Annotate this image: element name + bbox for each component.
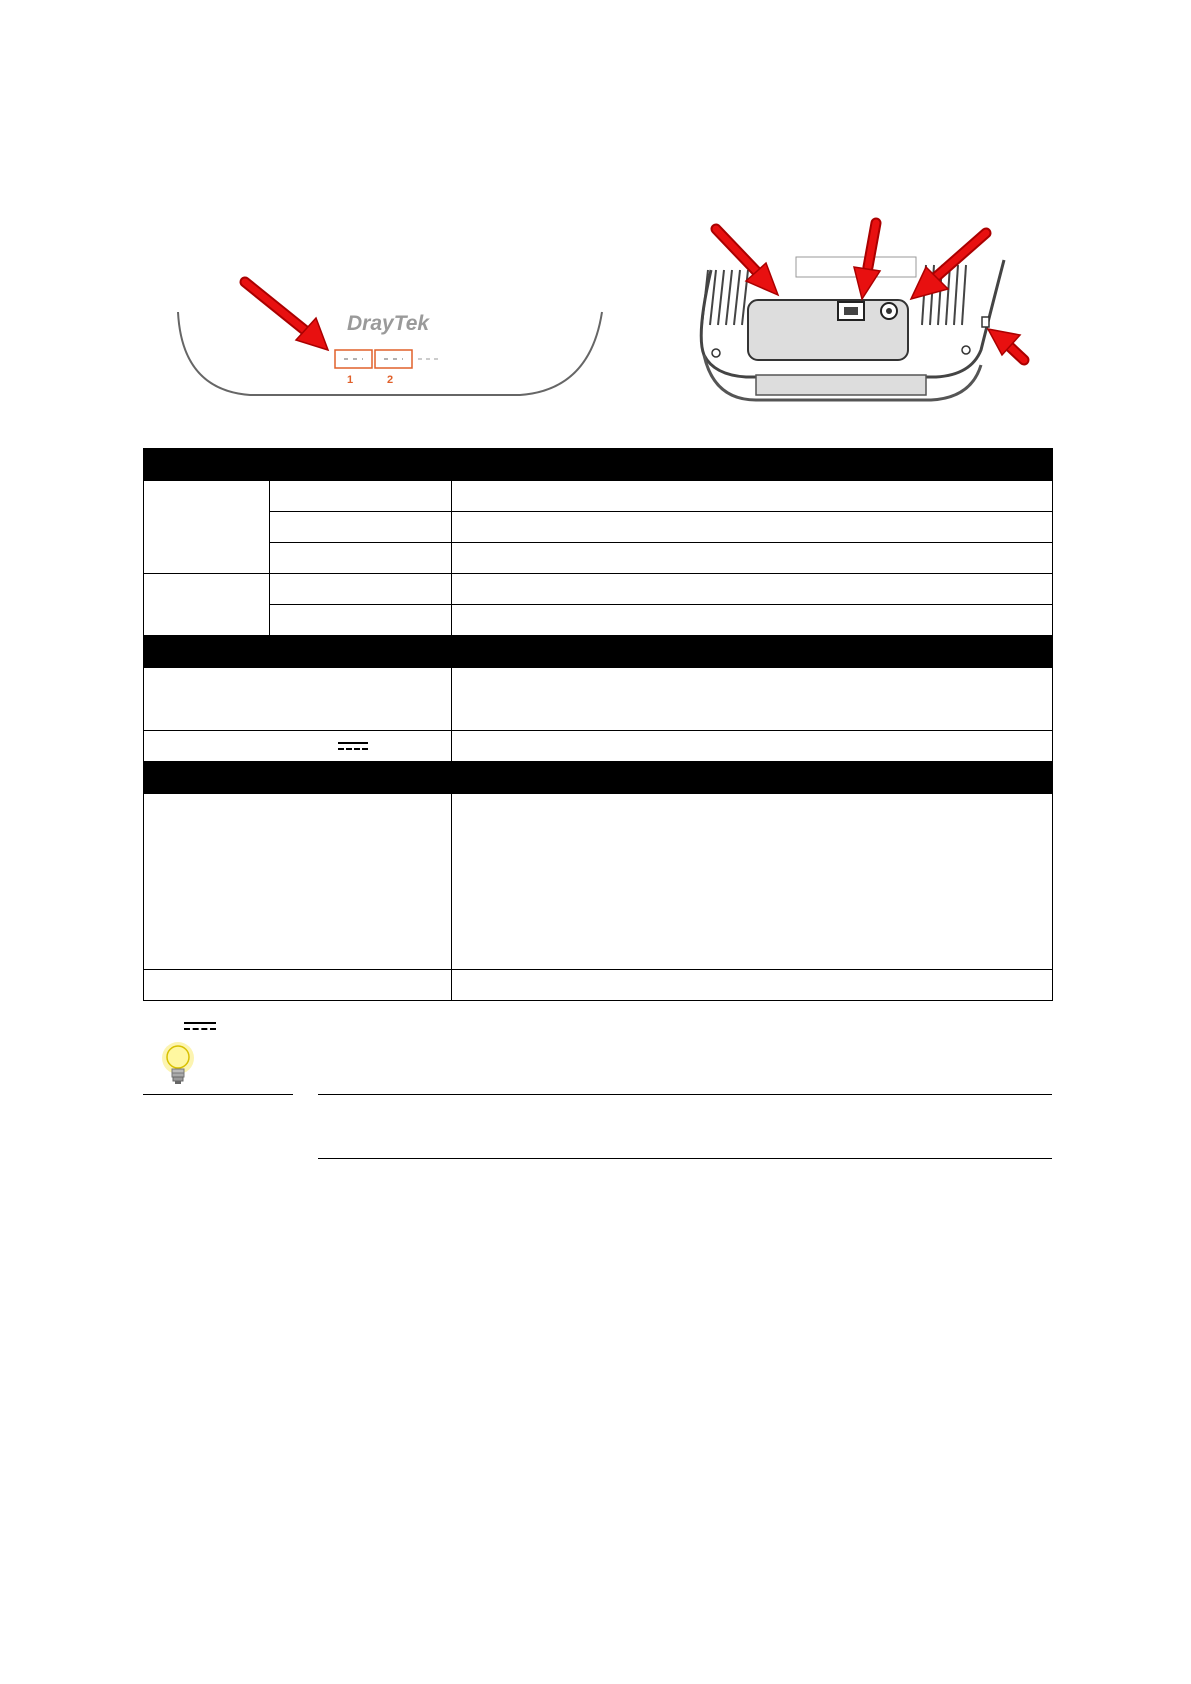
table-row (144, 543, 1053, 574)
red-arrow-icon (854, 223, 880, 299)
table-header-row (144, 449, 1053, 481)
table-row (144, 605, 1053, 636)
brand-logo: DrayTek (347, 312, 430, 335)
table-row (144, 574, 1053, 605)
red-arrow-icon (245, 282, 328, 350)
table-row (144, 794, 1053, 970)
note-divider-bottom (318, 1158, 1052, 1159)
led-description-table (143, 448, 1053, 1001)
table-row (144, 731, 1053, 762)
note-divider-top (318, 1094, 1052, 1095)
note-divider-left (143, 1094, 293, 1095)
led-indicator-1 (335, 350, 372, 386)
screw-hole-right (962, 346, 970, 354)
table-header-row (144, 762, 1053, 794)
table-header-row (144, 636, 1053, 668)
table-row (144, 481, 1053, 512)
led-label-1: 1 (347, 374, 354, 386)
red-arrow-icon (988, 329, 1024, 360)
dc-symbol-icon (338, 742, 368, 750)
led-label-2: 2 (387, 374, 394, 386)
table-row (144, 512, 1053, 543)
table-row (144, 970, 1053, 1001)
red-arrow-icon (911, 233, 986, 299)
rear-panel-illustration (686, 215, 1031, 405)
light-bulb-icon (158, 1040, 198, 1092)
front-panel-illustration (170, 270, 610, 405)
table-row (144, 668, 1053, 731)
dc-symbol-icon (184, 1022, 216, 1030)
led-indicator-2 (375, 350, 412, 386)
screw-hole-left (712, 349, 720, 357)
